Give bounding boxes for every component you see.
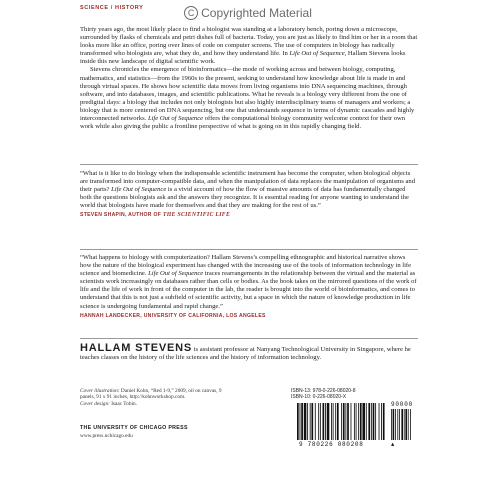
- quote-text: [80, 170, 418, 210]
- barcode-digits: 9 780226 080208: [299, 441, 364, 448]
- barcode-addon-bar: [404, 409, 405, 440]
- italic-text: Life Out of Sequence: [289, 50, 345, 58]
- barcode-bar: [375, 403, 376, 440]
- barcode-bar: [320, 403, 321, 440]
- barcode-bar: [300, 403, 301, 440]
- barcode-bar: [311, 403, 313, 440]
- credit-line: [80, 401, 230, 407]
- barcode-bar: [381, 403, 382, 440]
- barcode-addon-bar: [399, 409, 400, 440]
- barcode-bar: [383, 403, 385, 440]
- barcode-addon-bar: [395, 409, 396, 440]
- quote-attribution: [80, 212, 418, 218]
- cover-credits: [80, 388, 230, 407]
- category-label: SCIENCE / HISTORY: [80, 5, 144, 11]
- barcode-addon-bar: [401, 409, 403, 440]
- barcode-bar: [333, 403, 334, 440]
- barcode-bar: [360, 403, 362, 440]
- author-bio-text: is assistant professor at Nanyang Technological University in Singapore, where he teaches classes on the history of the life sciences and the history of information technology.: [80, 346, 411, 362]
- barcode-addon-marker: ▲: [391, 441, 395, 448]
- barcode-bar: [315, 403, 316, 440]
- barcode-bar: [368, 403, 370, 440]
- text-run: Thirty years ago, the most likely place to find a biologist was standing at a laboratory bench, poring down a microscope, surrounded by flasks of chemicals and petri dishes full of bacteria. Today, you are just as likely to find him or her in a room that looks more like an office, poring over lines of code on computer screens. The use of computers in biology has radically transformed who biologists are, what they do, and how they understand life. In: [80, 26, 418, 58]
- text-run: HANNAH LANDECKER, UNIVERSITY OF CALIFORNIA, LOS ANGELES: [80, 312, 266, 319]
- barcode-addon-bar: [393, 409, 395, 440]
- barcode-bar: [304, 403, 307, 440]
- barcode-bar: [307, 403, 308, 440]
- publisher-url: www.press.uchicago.edu: [80, 433, 133, 439]
- barcode-bar: [337, 403, 339, 440]
- barcode-bar: [354, 403, 355, 440]
- text-run: Isaac Tobin.: [109, 400, 137, 407]
- barcode-addon-bar: [405, 409, 407, 440]
- barcode-bar: [351, 403, 352, 440]
- barcode-addon-bar: [408, 409, 409, 440]
- barcode-bar: [318, 403, 319, 440]
- italic-text: Cover design:: [80, 400, 110, 407]
- barcode-bar: [310, 403, 311, 440]
- author-name: HALLAM STEVENS: [80, 342, 193, 354]
- barcode: [291, 403, 419, 448]
- blurb-quote: [80, 254, 418, 319]
- text-run: traces rearrangements in the relationship between the virtual and the material as scientists work increasingly on databases rather than cells or bodies. As the book takes on the mirrored questions of the work of life and the life of work in front of the computer in the lab, the reader is brought into the world of bioinformatics, and comes to understand that this is not just a subfield of scientific activity, but a space in which the nature of knowledge production in life science is undergoing fundamental and rapid change.”: [80, 270, 417, 310]
- divider: [80, 164, 418, 165]
- text-run: “What is it like to do biology when the indispensable scientific instrument has become the computer, when biological objects are transformed into computer-compatible data, and when the manipulation of data replaces the manipulation of organisms and their parts?: [80, 170, 416, 194]
- text-run: “What happens to biology with computerization? Hallam Stevens’s compelling ethnographic and historical narrative shows how the nature of the biological experiment has changed with the increasing use of the tools of information technology in life science and biomedicine.: [80, 254, 412, 278]
- barcode-bar: [323, 403, 325, 440]
- divider: [80, 249, 418, 250]
- text-run: Daniel Kohn, “Red 1-9,” 2009, oil on canvas, 9 panels, 91 x 91 inches, http://kohnworkshop.com.: [80, 388, 222, 401]
- barcode-bar: [297, 403, 299, 440]
- book-description: [80, 26, 418, 131]
- barcode-bar: [379, 403, 380, 440]
- text-run: is a vivid account of how the flow of massive amounts of data has fundamentally changed both the questions biologists ask and the answers they recognize. It is essential reading for anyone wanting to understand the world that biologists have made for themselves and that they are making for the rest of us.”: [80, 186, 409, 210]
- credit-line: [80, 388, 230, 401]
- barcode-bar: [362, 403, 365, 440]
- barcode-bars: [291, 403, 419, 443]
- barcode-addon-bar: [391, 409, 392, 440]
- quote-text: [80, 254, 418, 311]
- barcode-bar: [345, 403, 346, 440]
- quote-attribution: [80, 313, 418, 319]
- barcode-bar: [366, 403, 367, 440]
- isbn-13: ISBN-13: 978-0-226-08020-8: [291, 388, 356, 394]
- divider: [80, 338, 418, 339]
- description-paragraph: [80, 26, 418, 66]
- italic-text: Life Out of Sequence: [148, 270, 204, 278]
- copyright-circle-icon: C: [184, 6, 198, 20]
- barcode-bar: [335, 403, 336, 440]
- barcode-bar: [343, 403, 345, 440]
- text-run: offers the computational biology community welcome context for their own work while also giving the public a frontline perspective of what is going on in this rapidly changing field.: [80, 115, 406, 131]
- text-run: Stevens chronicles the emergence of bioinformatics—the mode of working across and between biology, computing, mathematics, and statistics—from the 1960s to the present, seeking to understand how knowledge about life is made in and through virtual spaces. He shows how scientific data moves from living organisms into DNA sequencing machines, through software, and into databases, images, and scientific publications. What he reveals is a biology very different from the one of predigital days: a biology that includes not only biologists but also highly interdisciplinary teams of managers and workers; a biology that is more centered on DNA sequencing, but one that understands sequence in terms of dynamic cascades and highly interconnected networks.: [80, 66, 415, 123]
- publisher-name: THE UNIVERSITY OF CHICAGO PRESS: [80, 425, 188, 431]
- italic-text: Life Out of Sequence: [111, 186, 167, 194]
- blurb-quote: [80, 170, 418, 218]
- barcode-addon-price: 90000: [391, 401, 414, 408]
- text-run: , Hallam Stevens looks inside this new landscape of digital scientific work.: [80, 50, 406, 66]
- description-paragraph: [80, 66, 418, 131]
- barcode-bar: [347, 403, 349, 440]
- copyright-watermark: [0, 6, 496, 20]
- barcode-bar: [371, 403, 372, 440]
- italic-text: Cover illustration:: [80, 388, 120, 394]
- italic-text: Life Out of Sequence: [147, 115, 204, 123]
- barcode-bar: [327, 403, 330, 440]
- barcode-bar: [301, 403, 303, 440]
- barcode-bar: [341, 403, 342, 440]
- barcode-bar: [373, 403, 375, 440]
- barcode-addon-bar: [410, 409, 411, 440]
- barcode-bar: [325, 403, 326, 440]
- isbn-block: [291, 388, 356, 400]
- text-run: STEVEN SHAPIN, AUTHOR OF: [80, 212, 163, 219]
- copyright-text: Copyrighted Material: [201, 6, 312, 20]
- barcode-bar: [356, 403, 357, 440]
- barcode-addon-bar: [397, 409, 398, 440]
- barcode-bar: [358, 403, 359, 440]
- isbn-10: ISBN-10: 0-226-08020-X: [291, 394, 347, 401]
- italic-text: THE SCIENTIFIC LIFE: [162, 212, 231, 219]
- author-bio: [80, 344, 418, 362]
- barcode-bar: [331, 403, 332, 440]
